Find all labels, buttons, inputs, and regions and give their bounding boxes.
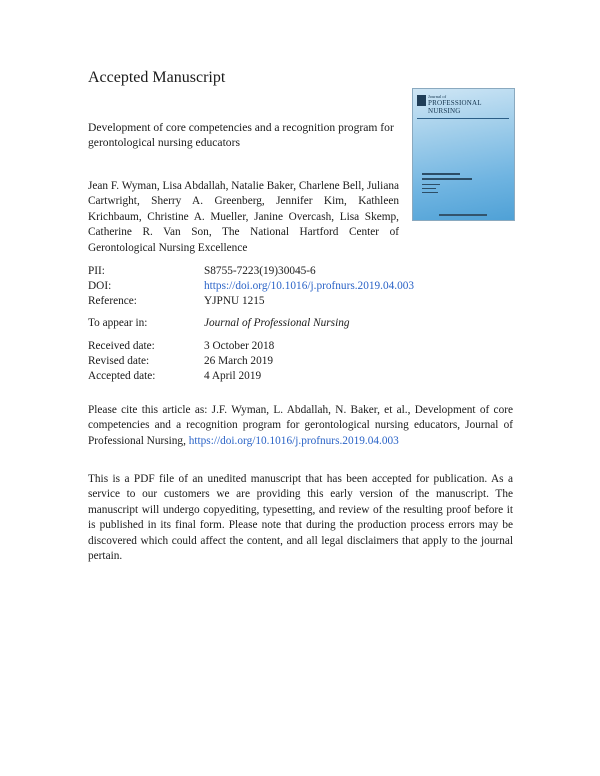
citation-paragraph (88, 403, 513, 449)
cover-divider (417, 118, 509, 119)
appear-value: Journal of Professional Nursing (204, 317, 350, 329)
reference-row (88, 295, 448, 310)
appear-row (88, 317, 448, 332)
cover-text-line (422, 173, 460, 175)
received-row (88, 340, 448, 355)
cover-footer-line (439, 214, 487, 216)
received-label: Received date: (88, 340, 155, 352)
pii-value: S8755-7223(19)30045-6 (204, 265, 316, 277)
cover-professional: PROFESSIONAL (428, 99, 482, 107)
reference-label: Reference: (88, 295, 137, 307)
citation-doi-link[interactable]: https://doi.org/10.1016/j.profnurs.2019.04.003 (188, 434, 399, 447)
appear-label: To appear in: (88, 317, 148, 329)
cover-nursing: NURSING (428, 107, 461, 115)
citation-text: Please cite this article as: J.F. Wyman, L. Abdallah, N. Baker, et al., Development of core competencies and a recognition program for gerontological nursing educators, Journal of Professional Nursing, (88, 404, 513, 447)
cover-text-line (422, 178, 472, 180)
doi-row (88, 280, 448, 295)
publisher-logo-icon (417, 95, 426, 106)
cover-journal-of: Journal of (428, 94, 447, 99)
revised-value: 26 March 2019 (204, 355, 274, 367)
cover-text-line (422, 184, 440, 185)
accepted-row (88, 370, 448, 385)
doi-link[interactable]: https://doi.org/10.1016/j.profnurs.2019.04.003 (204, 280, 415, 292)
received-value: 3 October 2018 (204, 340, 275, 352)
manuscript-notice: This is a PDF file of an unedited manuscript that has been accepted for publication. As a service to our customers we are providing this early version of the manuscript. The manuscript will undergo copyediting, typesetting, and review of the resulting proof before it is published in its final form. Please note that during the production process errors may be discovered which could affect the content, and all legal disclaimers that apply to the journal pertain. (88, 473, 513, 563)
reference-value: YJPNU 1215 (204, 295, 265, 307)
page-heading: Accepted Manuscript (88, 69, 226, 86)
doi-label: DOI: (88, 280, 112, 292)
revised-row (88, 355, 448, 370)
author-list: Jean F. Wyman, Lisa Abdallah, Natalie Baker, Charlene Bell, Juliana Cartwright, Sherry A. Greenberg, Jennifer Kim, Kathleen Krichbaum, Christine A. Mueller, Janine Overcash, Lisa Skemp, Catherine R. Van Son, The National Hartford Center of Gerontological Nursing Excellence (88, 180, 399, 254)
cover-text-line (422, 188, 436, 189)
accepted-label: Accepted date: (88, 370, 156, 382)
revised-label: Revised date: (88, 355, 150, 367)
pii-row (88, 265, 448, 280)
pii-label: PII: (88, 265, 105, 277)
article-title: Development of core competencies and a recognition program for gerontological nursing educators (88, 121, 394, 149)
accepted-value: 4 April 2019 (204, 370, 262, 382)
cover-text-line (422, 192, 438, 193)
journal-cover-image (412, 88, 515, 221)
